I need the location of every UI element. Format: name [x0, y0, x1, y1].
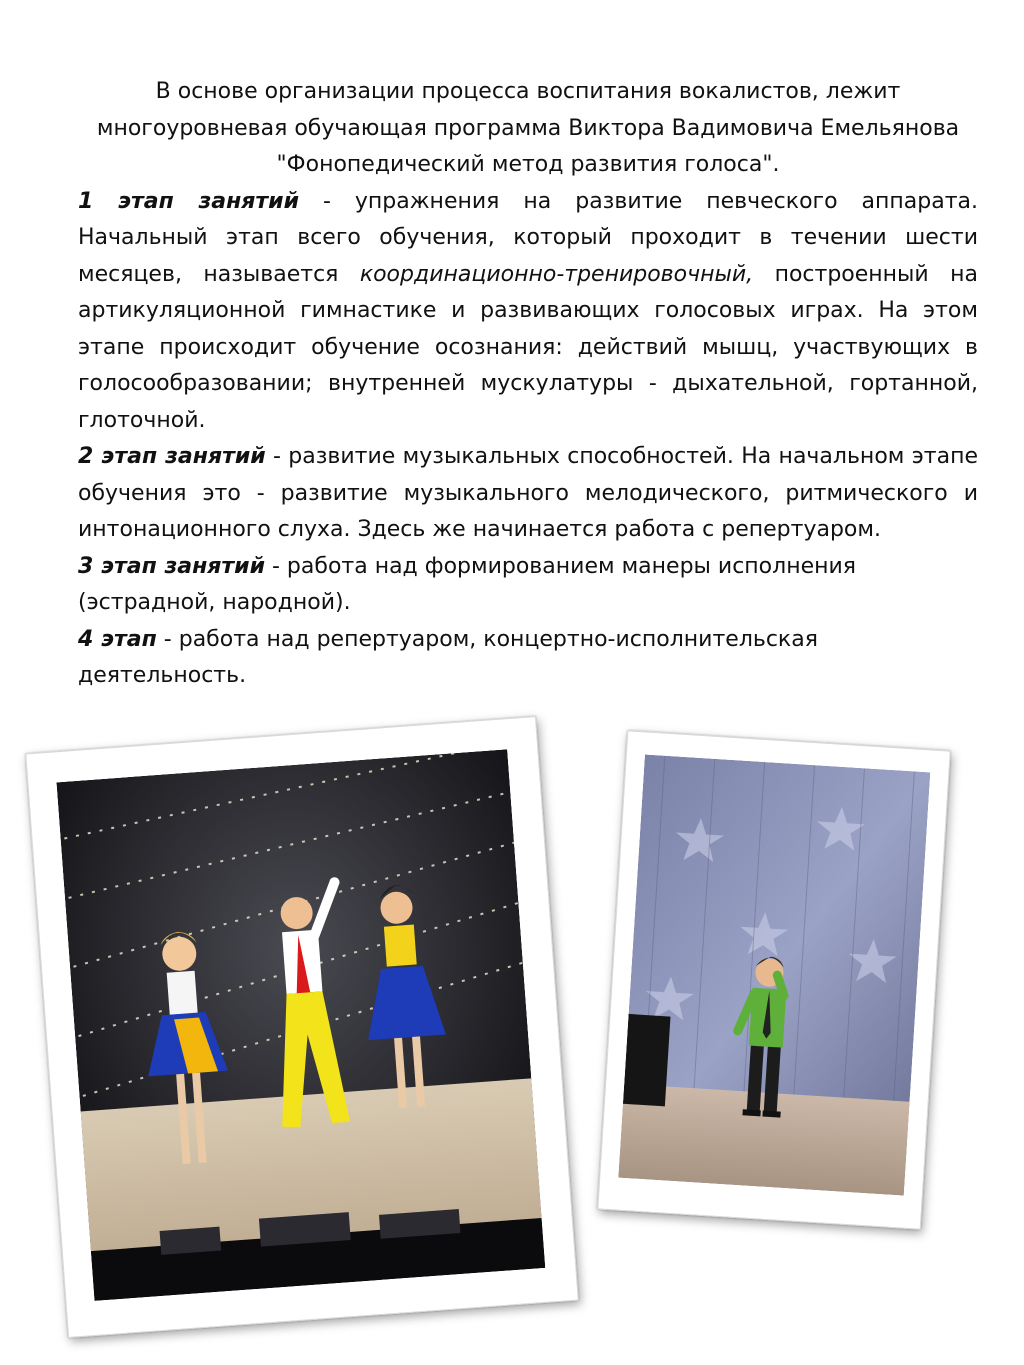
stage-dancers-photo	[56, 749, 545, 1301]
document-text	[78, 74, 978, 695]
stage-3-text: - работа над формированием манеры исполнения (эстрадной, народной).	[78, 553, 857, 615]
stage-3-title: 3 этап занятий	[78, 553, 265, 579]
photo-frame-right	[597, 730, 951, 1229]
stage-1-paragraph	[78, 184, 978, 440]
stage-2-title: 2 этап занятий	[78, 444, 266, 469]
stage-4-text: - работа над репертуаром, концертно-исполнительская деятельность.	[78, 626, 818, 688]
stage-2-paragraph	[78, 439, 978, 549]
stage-2-text: - развитие музыкальных способностей. На начальном этапе обучения это - развитие музыкального мелодического, ритмического и интонационного слуха. Здесь же начинается работа с репертуаром.	[78, 444, 978, 542]
stage-1-term: координационно-тренировочный,	[359, 261, 754, 287]
stage-1-title: 1 этап занятий	[78, 188, 299, 214]
photo-frame-left	[25, 716, 579, 1338]
stage-1-text-before: - упражнения на развитие певческого аппарата. Начальный этап всего обучения, который проходит в течении шести месяцев, называется	[78, 188, 978, 287]
stage-3-paragraph	[78, 549, 978, 622]
intro-paragraph: В основе организации процесса воспитания вокалистов, лежит многоуровневая обучающая программа Виктора Вадимовича Емельянова "Фонопедический метод развития голоса".	[96, 79, 960, 177]
stage-4-paragraph	[78, 622, 978, 695]
stage-4-title: 4 этап	[78, 626, 157, 652]
dancers-illustration	[56, 749, 545, 1301]
stage-1-text-after: построенный на артикуляционной гимнастике и развивающих голосовых играх. На этом этапе происходит обучение осознания: действий мышц, участвующих в голосообразовании; внутренней мускулатуры - дыхательной, гортанной, глоточной.	[78, 261, 978, 433]
singer-illustration	[618, 754, 930, 1195]
stage-singer-photo	[618, 754, 930, 1195]
